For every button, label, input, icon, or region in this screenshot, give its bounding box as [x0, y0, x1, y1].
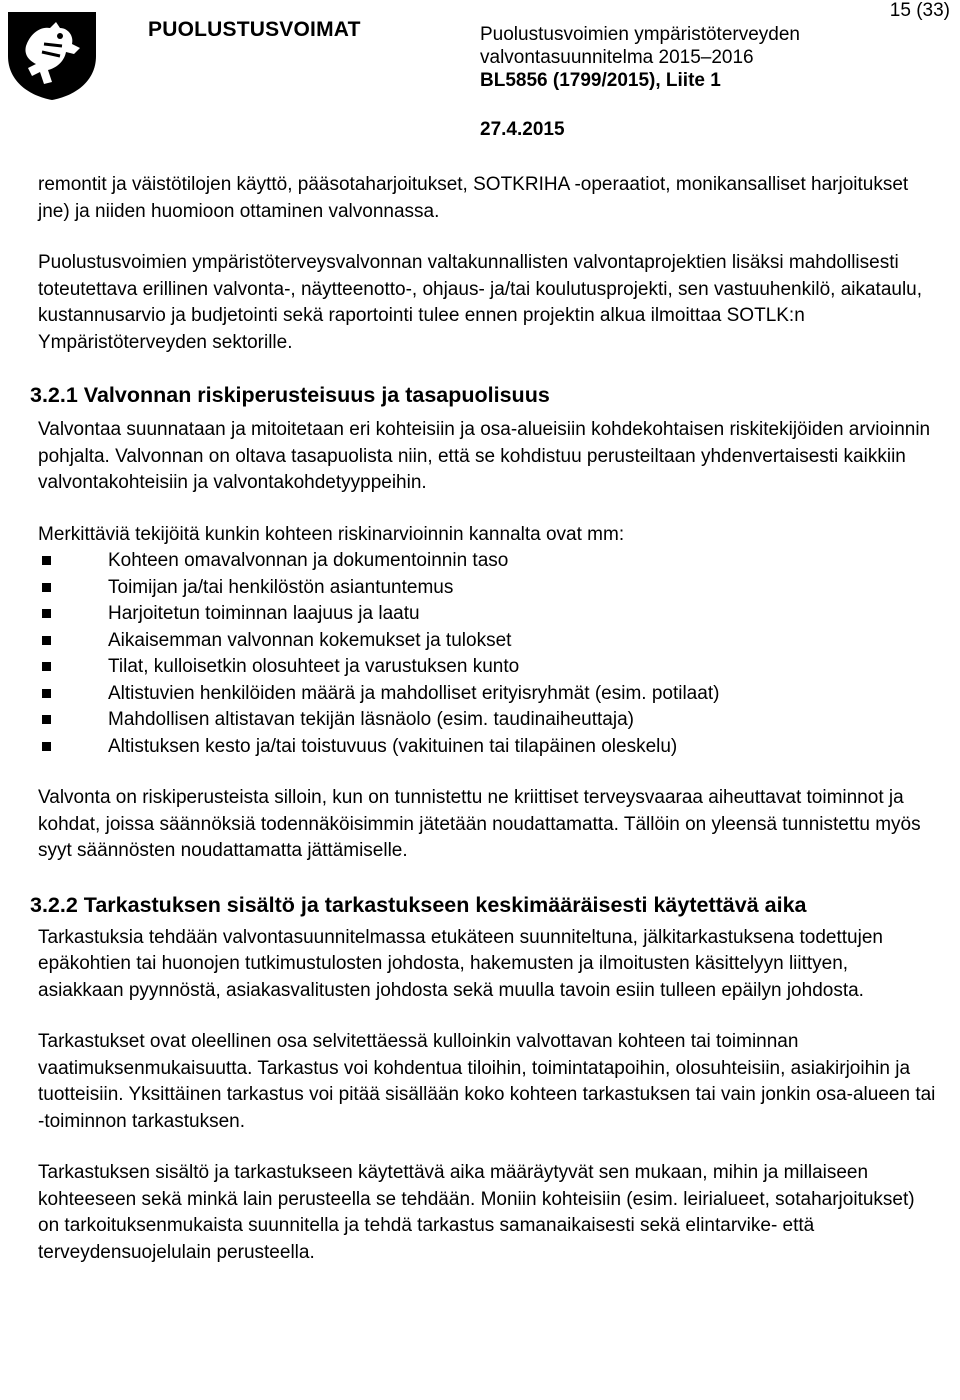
square-bullet-icon — [42, 742, 51, 751]
document-title-line-2: valvontasuunnitelma 2015–2016 — [480, 47, 754, 68]
paragraph-risk-definition: Valvonta on riskiperusteista silloin, kun on tunnistettu ne kriittiset terveysvaaraa aiheuttavat toiminnot ja kohdat, joissa säännöksiä todennäköisimmin jätetään noudattamatta. Tällöin on yleensä tunnistettu myös syyt säännösten noudattamatta jättämiselle. — [38, 787, 921, 861]
list-item: Mahdollisen altistavan tekijän läsnäolo (esim. taudinaiheuttaja) — [38, 707, 938, 734]
list-item: Toimijan ja/tai henkilöstön asiantuntemus — [38, 575, 938, 602]
document-header — [480, 23, 800, 92]
document-reference: BL5856 (1799/2015), Liite 1 — [480, 70, 721, 91]
square-bullet-icon — [42, 556, 51, 565]
square-bullet-icon — [42, 609, 51, 618]
paragraph-inspections: Tarkastuksia tehdään valvontasuunnitelmassa etukäteen suunniteltuna, jälkitarkastuksena todettujen epäkohtien tai huonojen tutkimustulosten johdosta, hakemusten ja ilmoitusten käsittelyyn liittyen, asiakkaan pyynnöstä, asiakasvalitusten johdosta sekä muulla tavoin esiin tulleen epäilyn johdosta. — [38, 926, 883, 1001]
section-heading-3-2-1: 3.2.1 Valvonnan riskiperusteisuus ja tasapuolisuus — [30, 383, 550, 407]
paragraph-continued: remontit ja väistötilojen käyttö, pääsotaharjoitukset, SOTKRIHA -operaatiot, monikansalliset harjoitukset jne) ja niiden huomioon ottaminen valvonnassa. — [38, 174, 909, 222]
list-item: Aikaisemman valvonnan kokemukset ja tulokset — [38, 628, 938, 655]
section-heading-3-2-2: 3.2.2 Tarkastuksen sisältö ja tarkastukseen keskimääräisesti käytettävä aika — [30, 892, 807, 917]
paragraph-risk-based: Valvontaa suunnataan ja mitoitetaan eri kohteisiin ja osa-alueisiin kohdekohtaisen riskitekijöiden arvioinnin pohjalta. Valvonnan on oltava tasapuolista niin, että se kohdistuu perusteiltaan yhdenvertaisesti kaikkiin valvontakohteisiin ja valvontakohdetyyppeihin. — [38, 419, 931, 493]
list-item: Tilat, kulloisetkin olosuhteet ja varustuksen kunto — [38, 654, 938, 681]
square-bullet-icon — [42, 662, 51, 671]
square-bullet-icon — [42, 583, 51, 592]
document-title-line-1: Puolustusvoimien ympäristöterveyden — [480, 24, 800, 45]
paragraph-inspection-content: Tarkastuksen sisältö ja tarkastukseen käytettävä aika määräytyvät sen mukaan, mihin ja millaiseen kohteeseen sekä minkä lain perusteella se tehdään. Moniin kohteisiin (esim. leirialueet, sotaharjoitukset) on tarkoituksenmukaista suunnitella ja tehdä tarkastus samanaikaisesti sekä elintarvike- että terveydensuojelulain perusteella. — [38, 1162, 915, 1263]
paragraph-inspection-scope: Tarkastukset ovat oleellinen osa selvitettäessä kulloinkin valvottavan kohteen tai toiminnan vaatimuksenmukaisuutta. Tarkastus voi kohdentua tiloihin, toimintatapoihin, olosuhteisiin, asiakirjoihin ja tuotteisiin. Yksittäinen tarkastus voi pitää sisällään koko kohteen tarkastuksen tai vain jonkin osa-alueen tai -toiminnon tarkastuksen. — [38, 1031, 936, 1132]
coat-of-arms-logo — [4, 6, 100, 102]
square-bullet-icon — [42, 689, 51, 698]
risk-factor-list — [38, 548, 938, 760]
list-intro: Merkittäviä tekijöitä kunkin kohteen riskinarvioinnin kannalta ovat mm: — [38, 523, 625, 545]
organization-name: PUOLUSTUSVOIMAT — [148, 18, 361, 41]
square-bullet-icon — [42, 636, 51, 645]
square-bullet-icon — [42, 715, 51, 724]
page-number: 15 (33) — [889, 0, 950, 21]
list-item: Altistuvien henkilöiden määrä ja mahdolliset erityisryhmät (esim. potilaat) — [38, 681, 938, 708]
document-date: 27.4.2015 — [480, 119, 565, 140]
document-body — [30, 172, 938, 1266]
list-item: Altistuksen kesto ja/tai toistuvuus (vakituinen tai tilapäinen oleskelu) — [38, 734, 938, 761]
list-item: Kohteen omavalvonnan ja dokumentoinnin taso — [38, 548, 938, 575]
paragraph-projects: Puolustusvoimien ympäristöterveysvalvonnan valtakunnallisten valvontaprojektien lisäksi mahdollisesti toteutettava erillinen valvonta-, näytteenotto-, ohjaus- ja/tai koulutusprojekti, sen vastuuhenkilö, aikataulu, kustannusarvio ja budjetointi sekä raportointi tulee ennen projektin alkua ilmoittaa SOTLK:n Ympäristöterveyden sektorille. — [38, 252, 923, 353]
list-item: Harjoitetun toiminnan laajuus ja laatu — [38, 601, 938, 628]
